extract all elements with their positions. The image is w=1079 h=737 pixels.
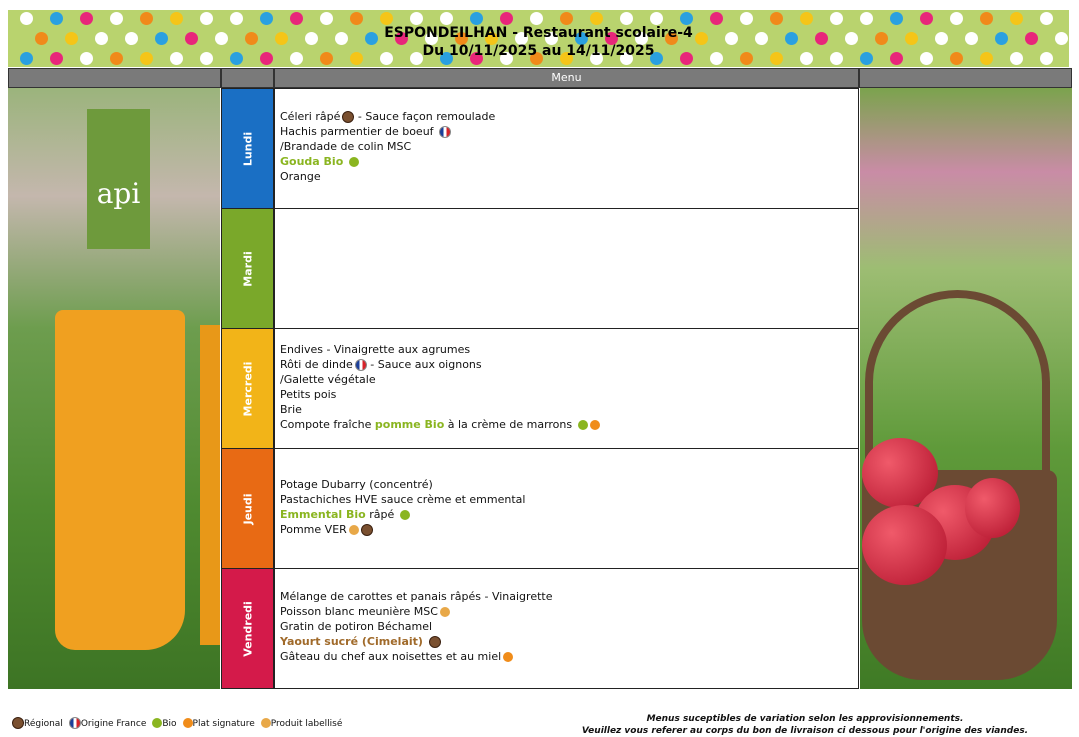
menu-item [280,589,853,604]
header-menu-cell: Menu [274,68,859,88]
menu-item-text: Brie [280,403,302,416]
signature-icon [503,652,513,662]
page-title [8,24,1069,60]
day-cell-jeudi [221,448,274,569]
legend-label: Bio [162,718,177,729]
header-right-cell [859,68,1072,88]
menu-item [280,154,853,169]
menu-item-suffix: - Sauce aux oignons [366,358,482,371]
header-left-cell [8,68,221,88]
regional-icon [361,524,373,536]
regional-icon [342,111,354,123]
menu-item-prefix: Compote fraîche [280,418,375,431]
menu-item [280,342,853,357]
menu-item-text: Petits pois [280,388,337,401]
bio-icon [349,157,359,167]
menu-item-text: Yaourt sucré (Cimelait) [280,635,427,648]
bio-icon [400,510,410,520]
menu-item [280,507,853,522]
bio-icon [578,420,588,430]
menu-item-text: /Galette végétale [280,373,376,386]
menu-item-text: Endives - Vinaigrette aux agrumes [280,343,471,356]
title-dates: Du 10/11/2025 au 14/11/2025 [422,43,655,59]
legend-item [67,719,147,729]
day-cell-vendredi [221,568,274,689]
apple [965,478,1020,538]
day-label: Lundi [241,131,254,166]
regional-icon [429,636,441,648]
menu-item [280,604,853,619]
supply-note [560,713,1050,737]
menu-item-text: Orange [280,170,321,183]
menu-item-suffix: à la crème de marrons [444,418,576,431]
menu-cell-mercredi [274,328,859,449]
regional-icon [12,717,24,729]
legend-label: Origine France [80,718,147,729]
menu-item-text: Potage Dubarry (concentré) [280,478,433,491]
menu-cell-jeudi [274,448,859,569]
legend-item [259,719,343,729]
menu-item [280,124,853,139]
day-label: Mercredi [241,361,254,416]
header-day-cell [221,68,274,88]
menu-item [280,357,853,372]
api-logo [87,109,150,249]
france-flag-icon [355,359,367,371]
menu-item-suffix: - Sauce façon remoulade [354,110,496,123]
menu-item-text: Gratin de potiron Béchamel [280,620,433,633]
menu-item [280,372,853,387]
bio-icon [152,718,162,728]
menu-item-text: Hachis parmentier de boeuf [280,125,438,138]
france-flag-icon [69,717,81,729]
menu-item [280,139,853,154]
menu-item [280,492,853,507]
menu-item-text: pomme Bio [374,418,445,431]
title-restaurant: ESPONDEILHAN - Restaurant scolaire-4 [384,25,693,41]
label-icon [261,718,271,728]
menu-item [280,634,853,649]
menu-cell-mardi [274,208,859,329]
day-cell-mardi [221,208,274,329]
note-line-2: Veuillez vous referer au corps du bon de livraison ci dessous pour l'origine des viandes. [581,726,1029,736]
menu-item-text: Emmental Bio [280,508,366,521]
legend-label: Régional [24,718,63,729]
menu-item [280,402,853,417]
menu-item-text: /Brandade de colin MSC [280,140,412,153]
menu-item-suffix: râpé [365,508,398,521]
signature-icon [183,718,193,728]
menu-item-text: Pomme VER [280,523,347,536]
legend-label: Plat signature [192,718,255,729]
legend-label: Produit labellisé [270,718,343,729]
menu-item [280,522,853,537]
menu-item-text: Pastachiches HVE sauce crème et emmental [280,493,526,506]
legend-item [10,719,63,729]
day-cell-lundi [221,88,274,209]
day-cell-mercredi [221,328,274,449]
label-icon [440,607,450,617]
note-line-1: Menus suceptibles de variation selon les approvisionnements. [646,714,964,724]
france-flag-icon [439,126,451,138]
legend-item [181,719,255,729]
menu-item [280,477,853,492]
menu-item [280,619,853,634]
menu-item [280,417,853,432]
menu-item-text: Céleri râpé [280,110,341,123]
label-icon [349,525,359,535]
header-banner [8,10,1069,67]
menu-item-text: Poisson blanc meunière MSC [280,605,438,618]
menu-item [280,387,853,402]
day-label: Jeudi [241,492,254,525]
legend-item [150,719,176,729]
menu-item-text: Mélange de carottes et panais râpés - Vinaigrette [280,590,553,603]
menu-item [280,169,853,184]
day-label: Vendredi [241,600,254,657]
day-label: Mardi [241,250,254,287]
legend [10,717,346,729]
boot-illustration [55,310,185,650]
apple [862,505,947,585]
menu-item-text: Gouda Bio [280,155,348,168]
menu-item [280,649,853,664]
menu-cell-lundi [274,88,859,209]
boot-illustration-2 [200,325,220,645]
signature-icon [590,420,600,430]
api-logo-text: api [96,177,141,210]
menu-item-text: Gâteau du chef aux noisettes et au miel [280,650,502,663]
menu-item [280,109,853,124]
menu-cell-vendredi [274,568,859,689]
menu-item-text: Rôti de dinde [280,358,353,371]
